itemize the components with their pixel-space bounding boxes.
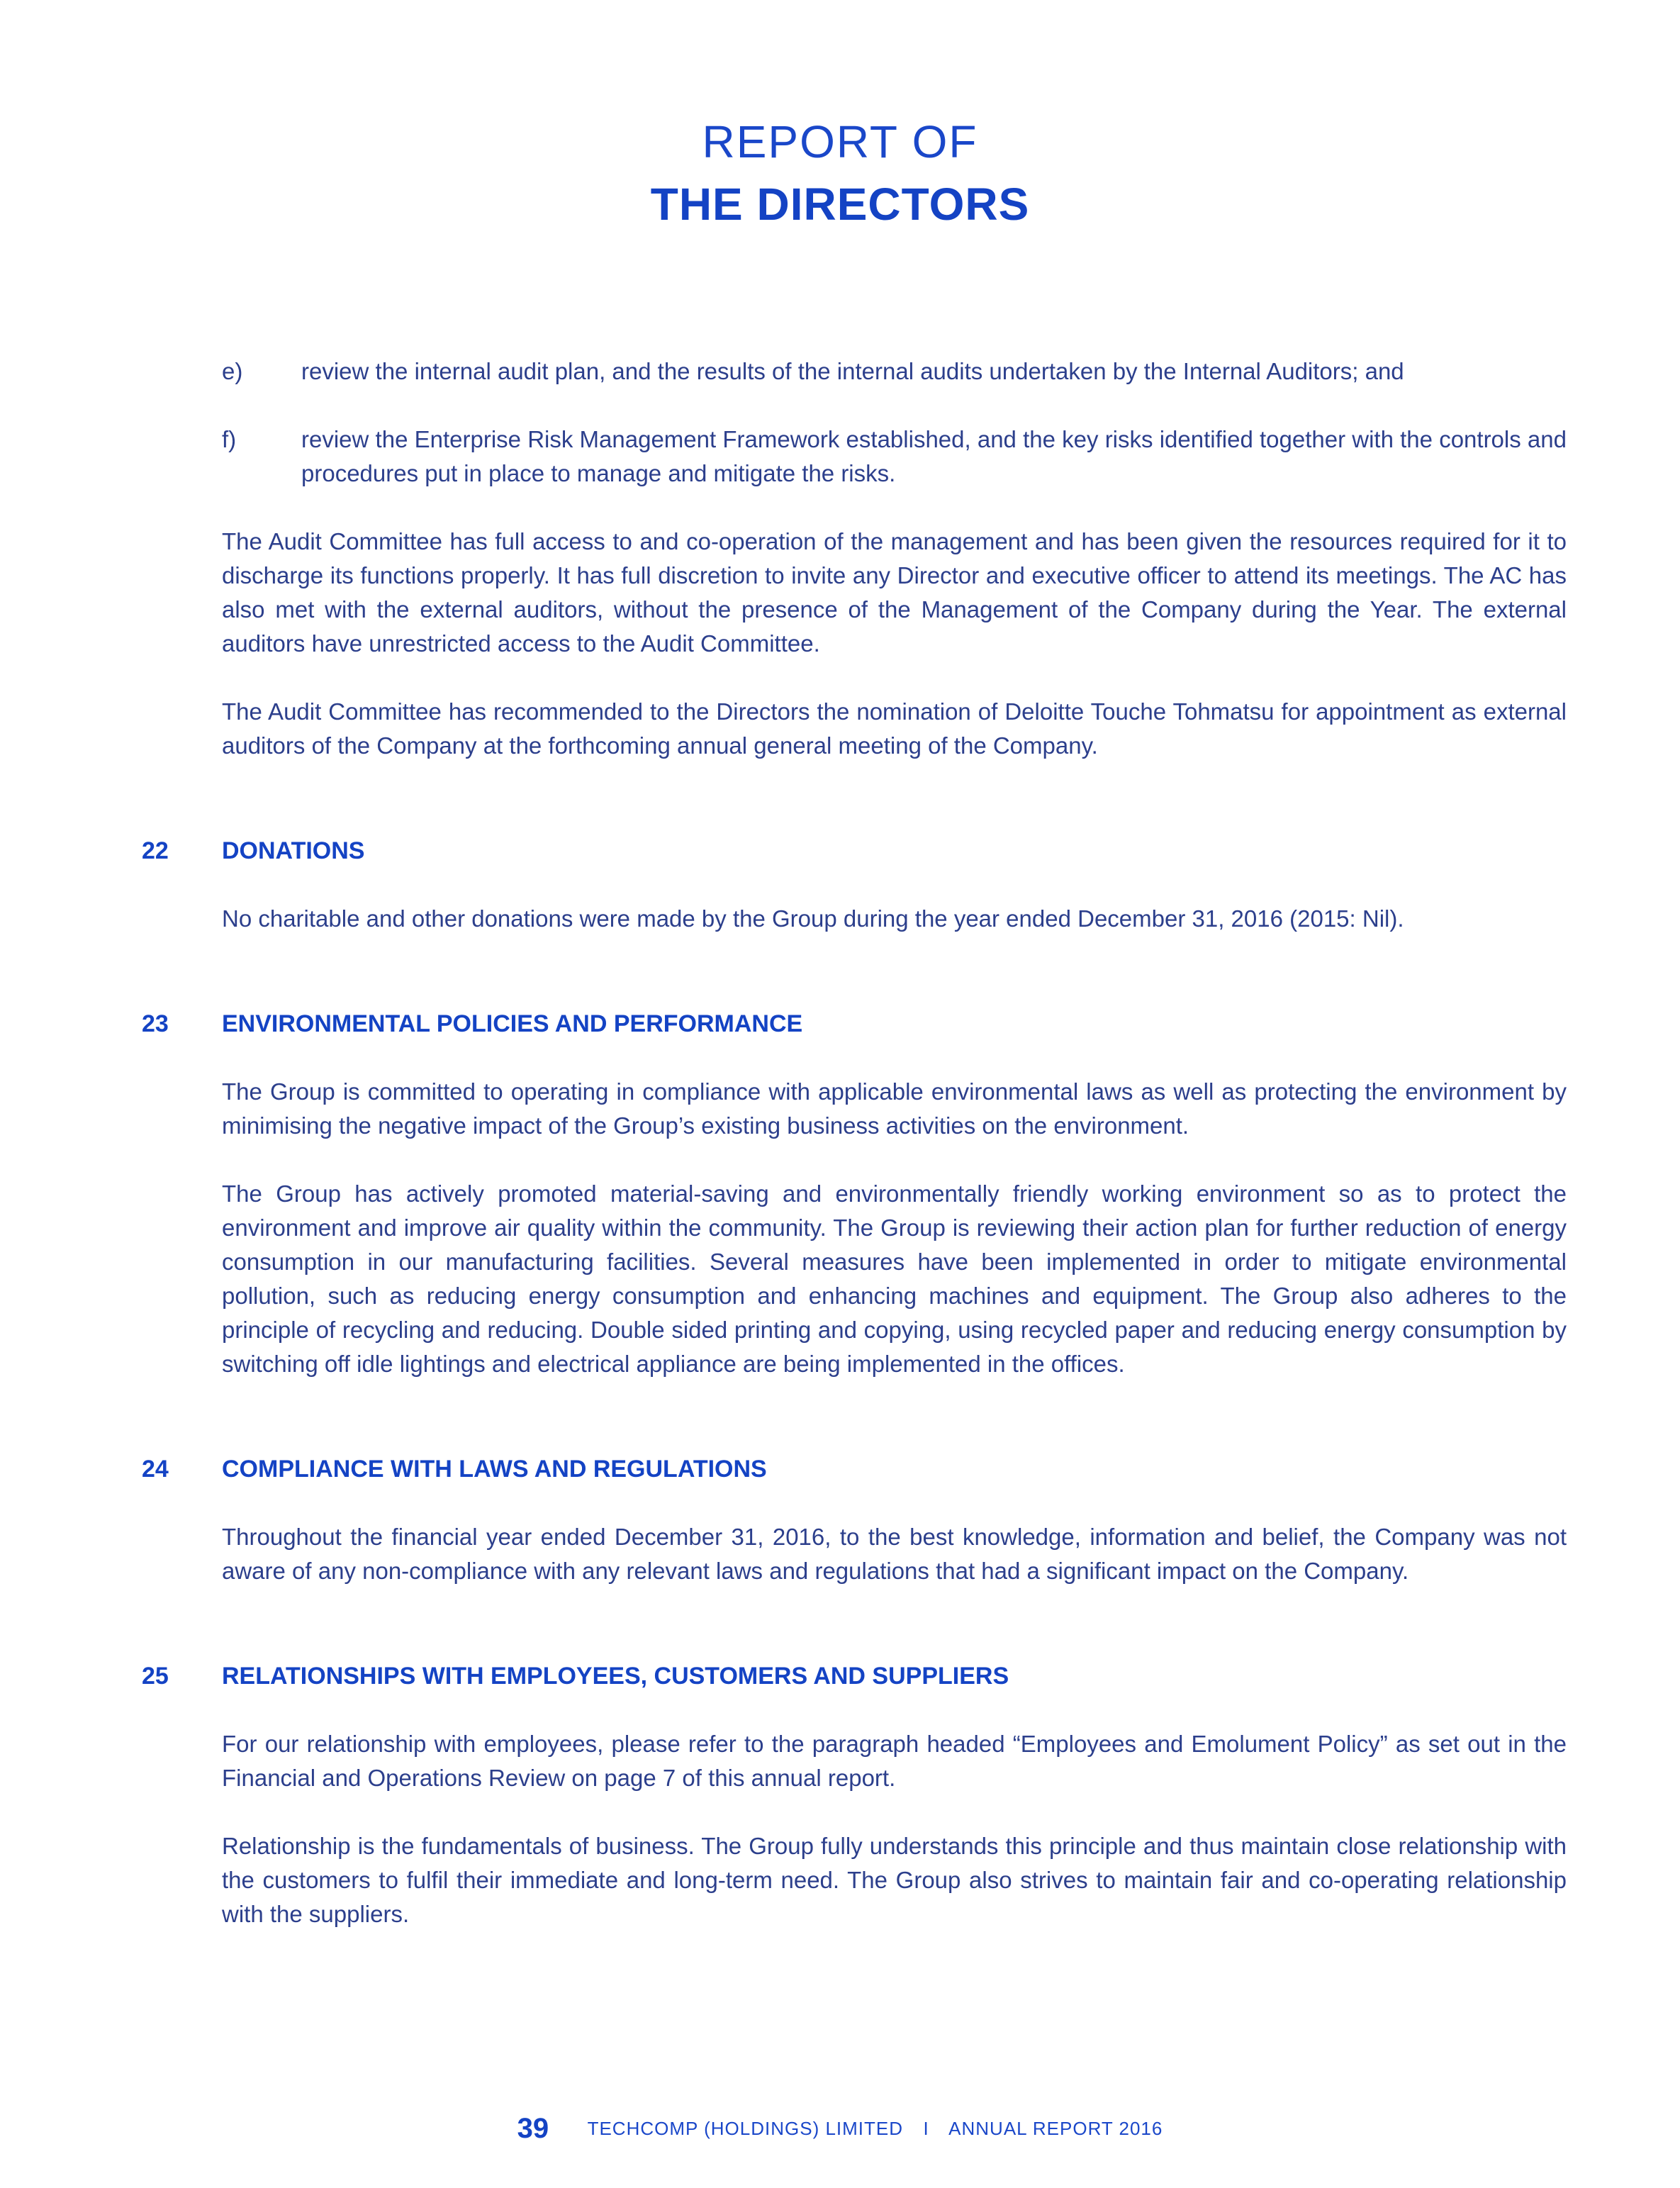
paragraph: Relationship is the fundamentals of business. The Group fully understands this principle and thus maintain close relationship with the customers to fulfil their immediate and long-term need. The Group also strives to maintain fair and co-operating relationship with the suppliers.: [222, 1833, 1567, 1927]
section-title: RELATIONSHIPS WITH EMPLOYEES, CUSTOMERS AND SUPPLIERS: [222, 1663, 1009, 1690]
paragraph: Throughout the financial year ended December 31, 2016, to the best knowledge, information and belief, the Company was not aware of any non-compliance with any relevant laws and regulations that had a significant impact on the Company.: [222, 1524, 1567, 1584]
section-title: ENVIRONMENTAL POLICIES AND PERFORMANCE: [222, 1010, 803, 1037]
paragraph: The Audit Committee has recommended to the Directors the nomination of Deloitte Touche Tohmatsu for appointment as external auditors of the Company at the forthcoming annual general meeting of the Company.: [222, 698, 1567, 759]
section-number: 25: [142, 1663, 169, 1690]
list-item-letter: f): [222, 426, 237, 452]
list-item: [222, 355, 1567, 389]
footer-company: TECHCOMP (HOLDINGS) LIMITED: [587, 2118, 904, 2139]
list-item-text: review the Enterprise Risk Management Framework established, and the key risks identified together with the controls and procedures put in place to manage and mitigate the risks.: [301, 426, 1567, 486]
section-title: DONATIONS: [222, 837, 365, 864]
section-number: 24: [142, 1456, 169, 1483]
list-item-letter: e): [222, 358, 243, 384]
paragraph: The Group is committed to operating in compliance with applicable environmental laws as well as protecting the environment by minimising the negative impact of the Group’s existing business activities on the environment.: [222, 1078, 1567, 1139]
section-heading-environmental: [142, 1007, 1567, 1041]
footer-report: ANNUAL REPORT 2016: [948, 2118, 1163, 2139]
section-heading-donations: [142, 834, 1567, 868]
page-footer: [0, 2113, 1680, 2145]
paragraph: No charitable and other donations were made by the Group during the year ended December 31, 2016 (2015: Nil).: [222, 905, 1404, 932]
section-heading-compliance: [142, 1452, 1567, 1486]
header-title-line1: REPORT OF: [702, 116, 978, 167]
paragraph: For our relationship with employees, please refer to the paragraph headed “Employees and Emolument Policy” as set out in the Financial and Operations Review on page 7 of this annual report.: [222, 1731, 1567, 1791]
section-heading-relationships: [142, 1659, 1567, 1693]
main-content: [142, 355, 1567, 1965]
footer-separator: I: [923, 2118, 929, 2139]
section-number: 22: [142, 837, 169, 864]
page-header: [0, 113, 1680, 238]
page-number: 39: [517, 2113, 549, 2144]
section-number: 23: [142, 1010, 169, 1037]
list-item-text: review the internal audit plan, and the results of the internal audits undertaken by the Internal Auditors; and: [301, 358, 1404, 384]
list-item: [222, 423, 1567, 491]
header-title-line2: THE DIRECTORS: [650, 179, 1030, 230]
section-title: COMPLIANCE WITH LAWS AND REGULATIONS: [222, 1456, 767, 1483]
paragraph: The Audit Committee has full access to and co-operation of the management and has been given the resources required for it to discharge its functions properly. It has full discretion to invite any Director and executive officer to attend its meetings. The AC has also met with the external auditors, without the presence of the Management of the Company during the Year. The external auditors have unrestricted access to the Audit Committee.: [222, 528, 1567, 657]
paragraph: The Group has actively promoted material-saving and environmentally friendly working environment so as to protect the environment and improve air quality within the community. The Group is reviewing their action plan for further reduction of energy consumption in our manufacturing facilities. Several measures have been implemented in order to mitigate environmental pollution, such as reducing energy consumption and enhancing machines and equipment. The Group also adheres to the principle of recycling and reducing. Double sided printing and copying, using recycled paper and reducing energy consumption by switching off idle lightings and electrical appliance are being implemented in the offices.: [222, 1180, 1567, 1377]
